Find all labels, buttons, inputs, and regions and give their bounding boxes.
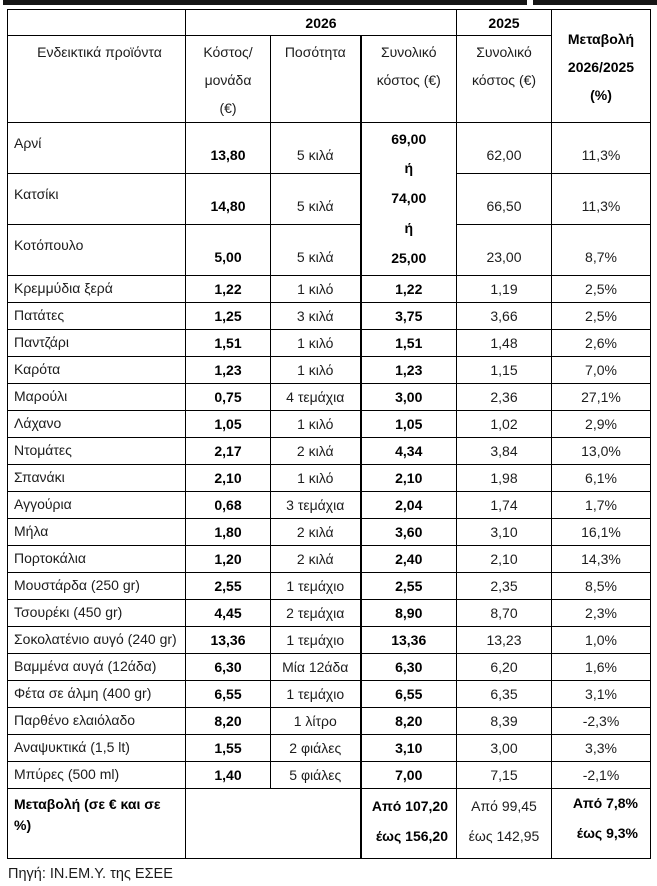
- total-2025-cell: 8,39: [457, 708, 552, 735]
- header-blank-cell: [8, 10, 186, 36]
- total-2026-cell: 3,10: [361, 735, 457, 762]
- total-2025-cell: 62,00: [457, 123, 552, 174]
- total-2025-cell: 2,36: [457, 384, 552, 411]
- total-2026-cell: 3,60: [361, 519, 457, 546]
- product-name-cell: Παντζάρι: [8, 330, 186, 357]
- total-2025-cell: 66,50: [457, 174, 552, 225]
- quantity-cell: 2 κιλά: [271, 546, 361, 573]
- product-name-cell: Κοτόπουλο: [8, 225, 186, 276]
- quantity-cell: 2 τεμάχια: [271, 600, 361, 627]
- total-2026-cell: 1,23: [361, 357, 457, 384]
- total-2026-cell: 2,10: [361, 465, 457, 492]
- unit-cost-cell: 0,75: [186, 384, 271, 411]
- unit-cost-cell: 1,23: [186, 357, 271, 384]
- table-row: [8, 681, 651, 708]
- product-name-cell: Σοκολατένιο αυγό (240 gr): [8, 627, 186, 654]
- total-2025-cell: 3,00: [457, 735, 552, 762]
- change-cell: 2,9%: [552, 411, 651, 438]
- quantity-cell: 1 κιλό: [271, 330, 361, 357]
- total-2025-cell: 23,00: [457, 225, 552, 276]
- total-2026-cell: 8,90: [361, 600, 457, 627]
- quantity-cell: 1 κιλό: [271, 411, 361, 438]
- unit-cost-cell: 6,30: [186, 654, 271, 681]
- product-name-cell: Μαρούλι: [8, 384, 186, 411]
- change-cell: 6,1%: [552, 465, 651, 492]
- unit-cost-cell: 2,10: [186, 465, 271, 492]
- unit-cost-cell: 4,45: [186, 600, 271, 627]
- total-2025-cell: 13,23: [457, 627, 552, 654]
- total-2026-cell: 6,55: [361, 681, 457, 708]
- quantity-cell: 3 κιλά: [271, 303, 361, 330]
- total-2025-cell: 7,15: [457, 762, 552, 789]
- header-total-cost-2025: Συνολικό κόστος (€): [457, 36, 552, 123]
- change-cell: 27,1%: [552, 384, 651, 411]
- total-2026-cell: 2,04: [361, 492, 457, 519]
- unit-cost-cell: 2,17: [186, 438, 271, 465]
- product-name-cell: Αρνί: [8, 123, 186, 174]
- total-2026-cell: 1,51: [361, 330, 457, 357]
- table-row: [8, 762, 651, 789]
- top-rule-left: [3, 0, 527, 5]
- table-row: [8, 303, 651, 330]
- quantity-cell: 1 κιλό: [271, 465, 361, 492]
- unit-cost-cell: 0,68: [186, 492, 271, 519]
- total-2026-cell: 6,30: [361, 654, 457, 681]
- unit-cost-cell: 1,51: [186, 330, 271, 357]
- product-name-cell: Σπανάκι: [8, 465, 186, 492]
- quantity-cell: 1 τεμάχιο: [271, 681, 361, 708]
- product-name-cell: Ντομάτες: [8, 438, 186, 465]
- product-name-cell: Κατσίκι: [8, 174, 186, 225]
- top-rule-right: [533, 0, 657, 5]
- change-cell: 2,3%: [552, 600, 651, 627]
- unit-cost-cell: 13,36: [186, 627, 271, 654]
- table-row: [8, 735, 651, 762]
- total-2025-cell: 1,02: [457, 411, 552, 438]
- quantity-cell: 1 κιλό: [271, 357, 361, 384]
- quantity-cell: 2 κιλά: [271, 438, 361, 465]
- header-total-cost-2026: Συνολικό κόστος (€): [361, 36, 457, 123]
- unit-cost-cell: 1,20: [186, 546, 271, 573]
- change-cell: 3,3%: [552, 735, 651, 762]
- quantity-cell: Μία 12άδα: [271, 654, 361, 681]
- quantity-cell: 5 κιλά: [271, 225, 361, 276]
- table-row: [8, 600, 651, 627]
- quantity-cell: 1 τεμάχιο: [271, 627, 361, 654]
- quantity-cell: 5 κιλά: [271, 174, 361, 225]
- summary-total-2026-cell: Από 107,20 έως 156,20: [361, 789, 457, 859]
- quantity-cell: 1 τεμάχιο: [271, 573, 361, 600]
- change-cell: 1,6%: [552, 654, 651, 681]
- total-2026-cell: 8,20: [361, 708, 457, 735]
- header-cost-per-unit: Κόστος/ μονάδα (€): [186, 36, 271, 123]
- product-name-cell: Πατάτες: [8, 303, 186, 330]
- change-cell: 8,7%: [552, 225, 651, 276]
- table-row: [8, 174, 651, 225]
- change-cell: 13,0%: [552, 438, 651, 465]
- table-row: [8, 465, 651, 492]
- table-row: [8, 330, 651, 357]
- change-cell: -2,3%: [552, 708, 651, 735]
- quantity-cell: 5 κιλά: [271, 123, 361, 174]
- quantity-cell: 2 φιάλες: [271, 735, 361, 762]
- product-name-cell: Τσουρέκι (450 gr): [8, 600, 186, 627]
- change-cell: 14,3%: [552, 546, 651, 573]
- header-year-2025: 2025: [457, 10, 552, 36]
- product-name-cell: Πορτοκάλια: [8, 546, 186, 573]
- total-2026-cell: 7,00: [361, 762, 457, 789]
- total-2025-cell: 3,84: [457, 438, 552, 465]
- product-name-cell: Κρεμμύδια ξερά: [8, 276, 186, 303]
- merged-total-2026-cell: 69,00 ή 74,00 ή 25,00: [361, 123, 457, 276]
- product-name-cell: Μπύρες (500 ml): [8, 762, 186, 789]
- unit-cost-cell: 8,20: [186, 708, 271, 735]
- unit-cost-cell: 1,80: [186, 519, 271, 546]
- summary-tbody: [8, 789, 651, 859]
- product-name-cell: Παρθένο ελαιόλαδο: [8, 708, 186, 735]
- unit-cost-cell: 14,80: [186, 174, 271, 225]
- unit-cost-cell: 1,25: [186, 303, 271, 330]
- header-row-years: [8, 10, 651, 36]
- total-2025-cell: 3,66: [457, 303, 552, 330]
- table-row: [8, 654, 651, 681]
- unit-cost-cell: 1,55: [186, 735, 271, 762]
- change-cell: 8,5%: [552, 573, 651, 600]
- table-row: [8, 708, 651, 735]
- unit-cost-cell: 1,05: [186, 411, 271, 438]
- change-cell: 2,5%: [552, 276, 651, 303]
- table-row: [8, 438, 651, 465]
- change-cell: 2,6%: [552, 330, 651, 357]
- total-2025-cell: 1,98: [457, 465, 552, 492]
- quantity-cell: 1 κιλό: [271, 276, 361, 303]
- total-2026-cell: 3,00: [361, 384, 457, 411]
- summary-row: [8, 789, 651, 859]
- summary-empty-cell: [186, 789, 361, 859]
- change-cell: 11,3%: [552, 174, 651, 225]
- table-header: [8, 10, 651, 123]
- change-cell: 11,3%: [552, 123, 651, 174]
- table-row: [8, 546, 651, 573]
- total-2025-cell: 1,74: [457, 492, 552, 519]
- unit-cost-cell: 6,55: [186, 681, 271, 708]
- total-2026-cell: 1,22: [361, 276, 457, 303]
- total-2025-cell: 1,15: [457, 357, 552, 384]
- product-name-cell: Λάχανο: [8, 411, 186, 438]
- product-name-cell: Βαμμένα αυγά (12άδα): [8, 654, 186, 681]
- change-cell: 1,0%: [552, 627, 651, 654]
- total-2026-cell: 4,34: [361, 438, 457, 465]
- total-2025-cell: 1,48: [457, 330, 552, 357]
- table-row: [8, 519, 651, 546]
- total-2026-cell: 2,55: [361, 573, 457, 600]
- products-tbody: [8, 123, 651, 789]
- quantity-cell: 3 τεμάχια: [271, 492, 361, 519]
- table-row: [8, 492, 651, 519]
- change-cell: 3,1%: [552, 681, 651, 708]
- quantity-cell: 4 τεμάχια: [271, 384, 361, 411]
- product-name-cell: Φέτα σε άλμη (400 gr): [8, 681, 186, 708]
- table-row: [8, 411, 651, 438]
- total-2026-cell: 3,75: [361, 303, 457, 330]
- summary-label-cell: Μεταβολή (σε € και σε %): [8, 789, 186, 859]
- quantity-cell: 2 κιλά: [271, 519, 361, 546]
- table-row: [8, 627, 651, 654]
- header-products: Ενδεικτικά προϊόντα: [8, 36, 186, 123]
- unit-cost-cell: 5,00: [186, 225, 271, 276]
- source-note: Πηγή: ΙΝ.ΕΜ.Υ. της ΕΣΕΕ: [8, 866, 173, 882]
- table-row: [8, 225, 651, 276]
- cost-comparison-table: [7, 9, 651, 859]
- total-2026-cell: 13,36: [361, 627, 457, 654]
- change-cell: 7,0%: [552, 357, 651, 384]
- change-cell: 2,5%: [552, 303, 651, 330]
- total-2026-cell: 1,05: [361, 411, 457, 438]
- product-name-cell: Καρότα: [8, 357, 186, 384]
- total-2025-cell: 1,19: [457, 276, 552, 303]
- total-2025-cell: 2,10: [457, 546, 552, 573]
- table-row: [8, 276, 651, 303]
- total-2025-cell: 3,10: [457, 519, 552, 546]
- total-2025-cell: 2,35: [457, 573, 552, 600]
- table-row: [8, 573, 651, 600]
- header-quantity: Ποσότητα: [271, 36, 361, 123]
- summary-total-2025-cell: Από 99,45 έως 142,95: [457, 789, 552, 859]
- table-row: [8, 357, 651, 384]
- summary-change-cell: Από 7,8% έως 9,3%: [552, 789, 651, 859]
- unit-cost-cell: 1,22: [186, 276, 271, 303]
- total-2026-cell: 2,40: [361, 546, 457, 573]
- header-change: Μεταβολή 2026/2025 (%): [552, 10, 651, 123]
- product-name-cell: Μουστάρδα (250 gr): [8, 573, 186, 600]
- unit-cost-cell: 2,55: [186, 573, 271, 600]
- change-cell: 1,7%: [552, 492, 651, 519]
- unit-cost-cell: 1,40: [186, 762, 271, 789]
- unit-cost-cell: 13,80: [186, 123, 271, 174]
- product-name-cell: Αναψυκτικά (1,5 lt): [8, 735, 186, 762]
- quantity-cell: 1 λίτρο: [271, 708, 361, 735]
- change-cell: 16,1%: [552, 519, 651, 546]
- total-2025-cell: 6,20: [457, 654, 552, 681]
- header-year-2026: 2026: [186, 10, 457, 36]
- product-name-cell: Αγγούρια: [8, 492, 186, 519]
- quantity-cell: 5 φιάλες: [271, 762, 361, 789]
- change-cell: -2,1%: [552, 762, 651, 789]
- table-row: [8, 123, 651, 174]
- total-2025-cell: 6,35: [457, 681, 552, 708]
- product-name-cell: Μήλα: [8, 519, 186, 546]
- total-2025-cell: 8,70: [457, 600, 552, 627]
- table-row: [8, 384, 651, 411]
